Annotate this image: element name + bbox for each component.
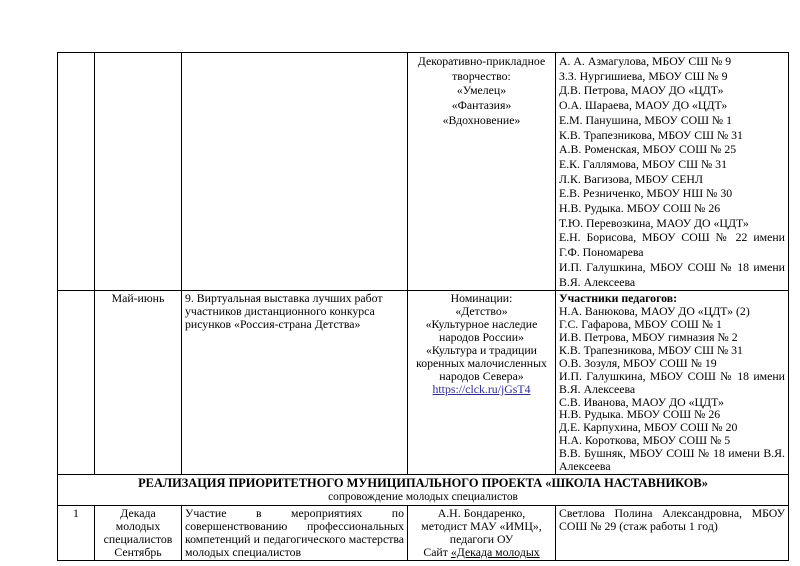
list-item: А. А. Азмагулова, МБОУ СШ № 9 xyxy=(559,54,732,68)
list-item: Н.В. Рудыка. МБОУ СОШ № 26 xyxy=(559,407,721,422)
cell-section-header xyxy=(58,474,789,505)
decade-site-link[interactable]: «Декада молодых xyxy=(450,544,540,559)
list-item: Г.С. Гафарова, МБОУ СОШ № 1 xyxy=(559,317,722,332)
table-row xyxy=(58,291,789,475)
list-item: «Детство» xyxy=(455,304,508,319)
list-item: З.З. Нургишиева, МБОУ СШ № 9 xyxy=(559,68,728,83)
list-item: Д.В. Петрова, МАОУ ДО «ЦДТ» xyxy=(559,83,724,98)
responsible-lines xyxy=(411,507,552,546)
list-item: О.В. Зозуля, МБОУ СОШ № 19 xyxy=(559,355,717,370)
cell-event-row3: Участие в мероприятиях по совершенствованию профессиональных компетенций и педагогического мастерства молодых специалистов xyxy=(182,505,408,560)
list-item: С.В. Иванова, МАОУ ДО «ЦДТ» xyxy=(559,394,724,409)
list-item: «Умелец» xyxy=(456,83,507,98)
participants-heading: Участники педагогов: xyxy=(559,291,678,306)
list-item: Декада xyxy=(120,505,156,520)
list-item: И.П. Галушкина, МБОУ СОШ № 18 имени В.Я. Алексеева xyxy=(559,368,785,396)
section-header-row xyxy=(58,474,789,505)
plan-table xyxy=(57,52,789,561)
cell-period: Май-июнь xyxy=(95,291,182,475)
site-prefix: Сайт xyxy=(423,544,451,559)
list-item: педагоги ОУ xyxy=(449,531,514,546)
participant-list xyxy=(559,54,785,289)
list-item: Декоративно-прикладное творчество: xyxy=(417,54,546,83)
list-item: Н.А. Короткова, МБОУ СОШ № 5 xyxy=(559,433,731,448)
list-item: Е.К. Галлямова, МБОУ СШ № 31 xyxy=(559,156,727,171)
cell-participants-row1 xyxy=(556,53,789,291)
section-subtitle: сопровождение молодых специалистов xyxy=(328,490,518,503)
participant-list xyxy=(559,305,785,473)
cell-nominations-decorative xyxy=(408,53,556,291)
list-item: Е.В. Резниченко, МБОУ НШ № 30 xyxy=(559,186,733,201)
list-item: Е.Н. Борисова, МБОУ СОШ № 22 имени Г.Ф. Пономарева xyxy=(559,230,785,260)
list-item: К.В. Трапезникова, МБОУ СШ № 31 xyxy=(559,127,743,142)
cell-period-row3 xyxy=(95,505,182,560)
clck-link[interactable]: https://clck.ru/jGsT4 xyxy=(432,381,531,396)
nomination-list xyxy=(411,305,552,382)
list-item: «Культура и традиции коренных малочисленных народов Севера» xyxy=(416,342,547,383)
cell-event: 9. Виртуальная выставка лучших работ участников дистанционного конкурса рисунков «Россия-страна Детства» xyxy=(182,291,408,475)
table-row xyxy=(58,53,789,291)
list-item: «Культурное наследие народов России» xyxy=(425,317,538,344)
cell-responsible xyxy=(408,505,556,560)
table-row xyxy=(58,505,789,560)
list-item: В.В. Бушняк, МБОУ СОШ № 18 имени В.Я. Алексеева xyxy=(559,446,785,474)
cell-event-empty xyxy=(182,53,408,291)
list-item: И.П. Галушкина, МБОУ СОШ № 18 имени В.Я. Алексеева xyxy=(559,259,785,289)
list-item: «Фантазия» xyxy=(451,98,512,113)
cell-period-empty xyxy=(95,53,182,291)
list-item: молодых xyxy=(115,518,161,533)
cell-number-empty xyxy=(58,291,95,475)
list-item: А.В. Роменская, МБОУ СОШ № 25 xyxy=(559,142,737,157)
period-lines xyxy=(98,507,178,559)
list-item: методист МАУ «ИМЦ», xyxy=(421,518,542,533)
cell-number: 1 xyxy=(58,505,95,560)
section-title: РЕАЛИЗАЦИЯ ПРИОРИТЕТНОГО МУНИЦИПАЛЬНОГО ПРОЕКТА «ШКОЛА НАСТАВНИКОВ» xyxy=(138,475,708,490)
list-item: специалистов xyxy=(103,531,173,546)
list-item: Л.К. Вагизова, МБОУ СЕНЛ xyxy=(559,171,703,186)
list-item: А.Н. Бондаренко, xyxy=(437,505,526,520)
link-line xyxy=(411,383,552,396)
list-item: Н.А. Ванюкова, МАОУ ДО «ЦДТ» (2) xyxy=(559,304,750,319)
cell-nominations xyxy=(408,291,556,475)
cell-number-empty xyxy=(58,53,95,291)
list-item: «Вдохновение» xyxy=(442,112,521,127)
list-item: Е.М. Панушина, МБОУ СОШ № 1 xyxy=(559,112,733,127)
site-line xyxy=(411,546,552,559)
cell-participants-row2 xyxy=(556,291,789,475)
cell-mentee: Светлова Полина Александровна, МБОУ СОШ № 29 (стаж работы 1 год) xyxy=(556,505,789,560)
list-item: Д.Е. Карпухина, МБОУ СОШ № 20 xyxy=(559,420,738,435)
list-item: Сентябрь xyxy=(114,544,162,559)
list-item: К.В. Трапезникова, МБОУ СШ № 31 xyxy=(559,342,743,357)
nominations-label: Номинации: xyxy=(450,291,513,306)
list-item: О.А. Шараева, МАОУ ДО «ЦДТ» xyxy=(559,98,728,113)
list-item: И.В. Петрова, МБОУ гимназия № 2 xyxy=(559,329,738,344)
list-item: Н.В. Рудыка. МБОУ СОШ № 26 xyxy=(559,201,721,216)
nomination-lines xyxy=(411,54,552,128)
list-item: Т.Ю. Перевозкина, МАОУ ДО «ЦДТ» xyxy=(559,215,749,230)
